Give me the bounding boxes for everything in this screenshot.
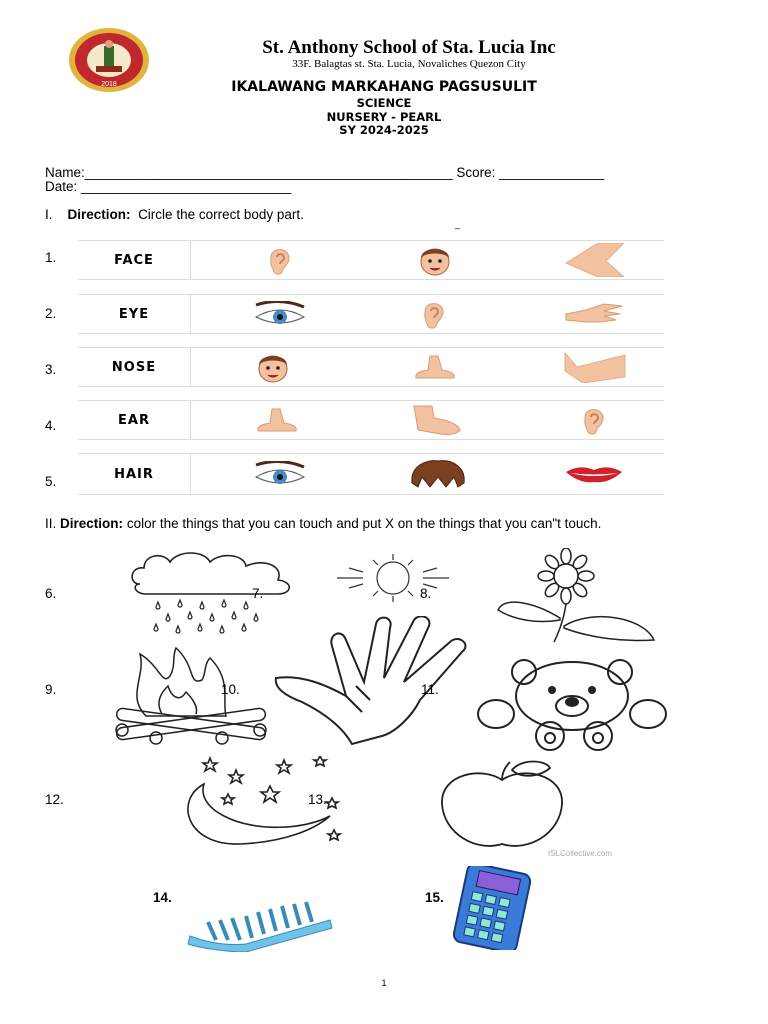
part2-roman: II. bbox=[45, 516, 57, 531]
item-number: 2. bbox=[45, 306, 57, 321]
ear-choice[interactable] bbox=[254, 241, 304, 279]
face-choice[interactable] bbox=[410, 241, 460, 279]
hand-choice[interactable] bbox=[560, 295, 630, 333]
school-year: SY 2024-2025 bbox=[339, 123, 429, 137]
item-number: 5. bbox=[45, 474, 57, 489]
body-part-label: EYE bbox=[78, 295, 191, 333]
part2-direction bbox=[45, 516, 601, 531]
question-row-eye bbox=[78, 294, 664, 334]
body-part-label: HAIR bbox=[78, 454, 191, 494]
item-number: 3. bbox=[45, 362, 57, 377]
ear-choice[interactable] bbox=[568, 401, 618, 439]
item-number: 9. bbox=[45, 682, 57, 697]
item-number: 14. bbox=[153, 890, 172, 905]
eye-choice[interactable] bbox=[248, 295, 312, 333]
watermark: ISLCollective.com bbox=[548, 849, 613, 858]
nose-choice[interactable] bbox=[250, 401, 304, 439]
body-part-label: EAR bbox=[78, 401, 191, 439]
part2-direction-text: color the things that you can touch and put X on the things that you can"t touch. bbox=[126, 516, 602, 531]
part1-direction bbox=[45, 207, 304, 222]
exam-title: IKALAWANG MARKAHANG PAGSUSULIT bbox=[231, 79, 537, 95]
face-choice[interactable] bbox=[248, 348, 298, 386]
nose-choice[interactable] bbox=[408, 348, 462, 386]
sunflower-picture[interactable] bbox=[494, 548, 658, 649]
question-row-face bbox=[78, 240, 664, 280]
sun-picture[interactable] bbox=[333, 552, 453, 609]
item-number: 13. bbox=[308, 792, 327, 807]
arm-choice[interactable] bbox=[560, 348, 630, 386]
item-number: 12. bbox=[45, 792, 64, 807]
item-number: 15. bbox=[425, 890, 444, 905]
date-line[interactable]: Date: ____________________________ bbox=[45, 179, 292, 194]
hand-picture[interactable] bbox=[272, 616, 492, 751]
question-row-hair bbox=[78, 453, 664, 495]
item-number: 11. bbox=[421, 682, 439, 697]
question-row-nose bbox=[78, 347, 664, 387]
grade: NURSERY - PEARL bbox=[326, 110, 442, 124]
elbow-choice[interactable] bbox=[560, 241, 630, 279]
item-number: 10. bbox=[221, 682, 240, 697]
campfire-picture[interactable] bbox=[106, 646, 276, 751]
comb-picture[interactable] bbox=[186, 900, 334, 957]
school-address: 33F. Balagtas st. Sta. Lucia, Novaliches Quezon City bbox=[292, 58, 526, 70]
hair-choice[interactable] bbox=[408, 454, 468, 494]
part1-direction-text: Circle the correct body part. bbox=[138, 207, 304, 222]
teddy-bear-picture[interactable] bbox=[476, 656, 668, 757]
body-part-label: FACE bbox=[78, 241, 191, 279]
part2-direction-label: Direction: bbox=[60, 516, 124, 531]
apple-picture[interactable] bbox=[436, 760, 568, 859]
eye-choice[interactable] bbox=[248, 454, 312, 494]
question-row-ear bbox=[78, 400, 664, 440]
ear-choice[interactable] bbox=[408, 295, 458, 333]
item-number: 4. bbox=[45, 418, 57, 433]
school-name: St. Anthony School of Sta. Lucia Inc bbox=[262, 37, 556, 58]
foot-choice[interactable] bbox=[408, 401, 464, 439]
item-number: 1. bbox=[45, 250, 57, 265]
part1-direction-label: Direction: bbox=[67, 207, 131, 222]
calculator-picture[interactable] bbox=[446, 866, 538, 955]
item-number: 6. bbox=[45, 586, 57, 601]
stray-mark: _ bbox=[455, 219, 461, 229]
name-score-line[interactable]: Name:_________________________________________________ Score: ______________ bbox=[45, 165, 605, 180]
subject: SCIENCE bbox=[356, 96, 412, 110]
lips-choice[interactable] bbox=[562, 454, 626, 494]
item-number: 7. bbox=[252, 586, 264, 601]
part1-roman: I. bbox=[45, 207, 53, 222]
item-number: 8. bbox=[420, 586, 432, 601]
body-part-label: NOSE bbox=[78, 348, 191, 386]
logo-year: 2018 bbox=[101, 81, 117, 88]
page-number: 1 bbox=[381, 978, 387, 988]
